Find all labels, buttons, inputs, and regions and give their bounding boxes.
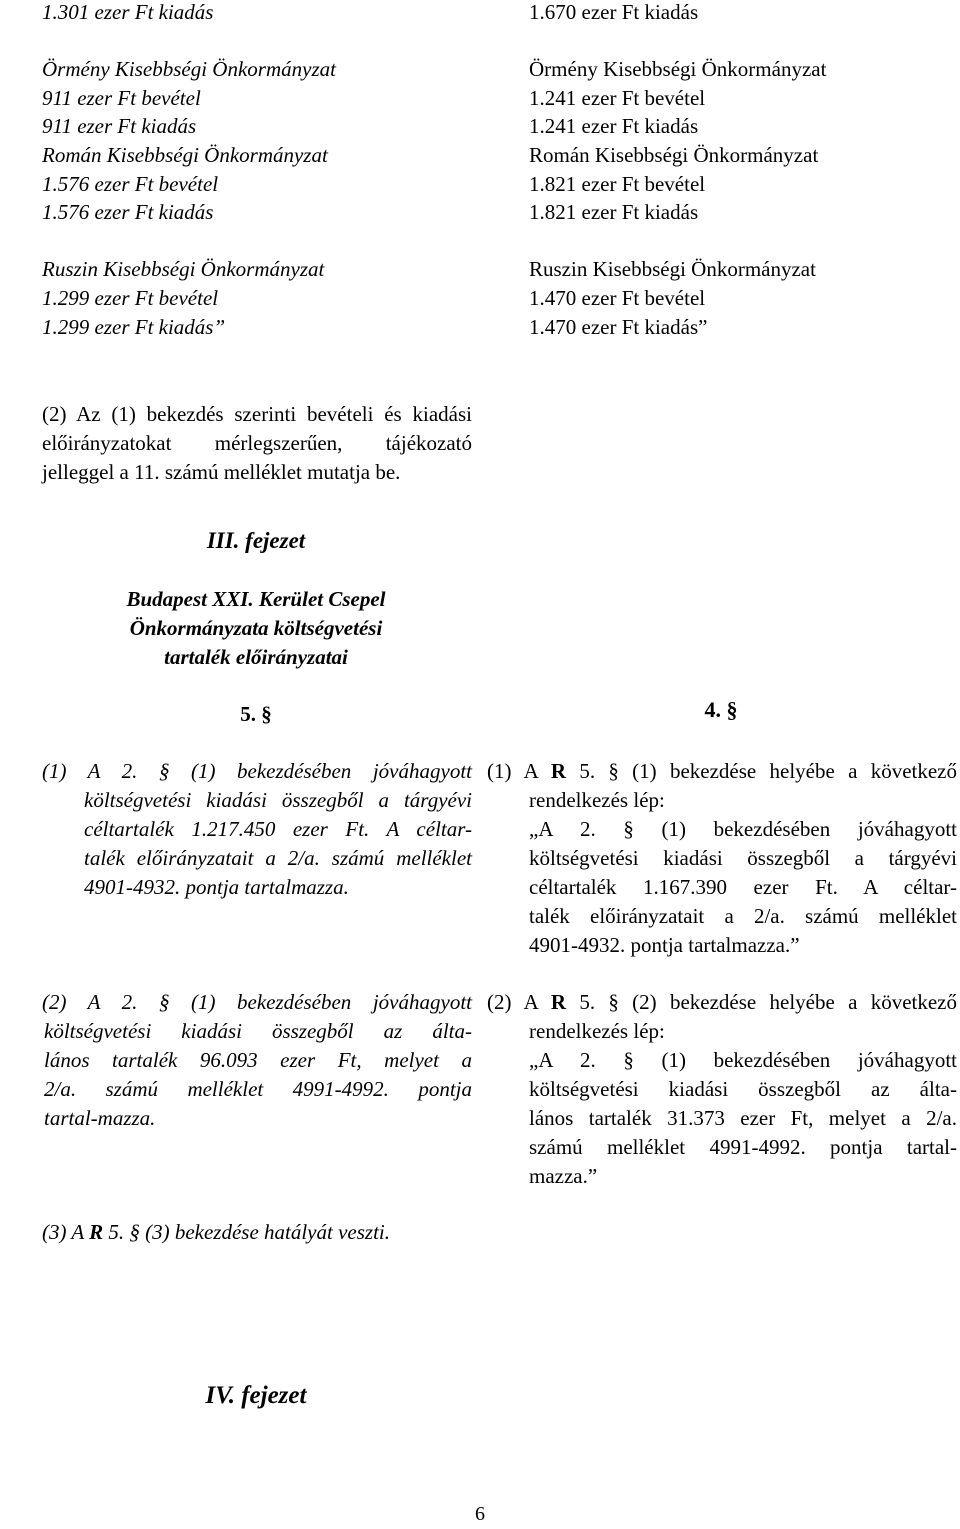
page-number: 6	[475, 1503, 485, 1525]
text-span: 5. § (3) bekezdése hatályát veszti.	[103, 1220, 390, 1244]
text-line: mazza.”	[529, 1164, 598, 1188]
text-line: „A 2. § (1) bekezdésében jóváhagyott	[529, 1048, 957, 1072]
text-line: 1.576 ezer Ft kiadás	[42, 200, 214, 225]
text-line: 911 ezer Ft bevétel	[42, 85, 201, 110]
left-paragraph-2	[42, 988, 472, 1133]
chapter-title	[40, 585, 472, 672]
text-line: jelleggel a 11. számú melléklet mutatja be.	[42, 460, 401, 484]
text-line: költségvetési kiadási összegből az álta-	[529, 1077, 957, 1101]
text-line: céltartalék 1.217.450 ezer Ft. A céltar-	[84, 817, 472, 841]
text-line: költségvetési kiadási összegből az álta-	[44, 1019, 472, 1043]
chapter-heading-iii: III. fejezet	[206, 528, 306, 553]
text-span: 5. § (2) bekezdése helyébe a következő	[566, 990, 957, 1014]
text-line: talék előirányzatait a 2/a. számú melléklet	[84, 846, 472, 870]
right-top-column	[529, 0, 826, 341]
text-line	[42, 227, 336, 256]
text-line: Ruszin Kisebbségi Önkormányzat	[529, 257, 816, 282]
text-line: költségvetési kiadási összegből a tárgyévi	[84, 788, 472, 812]
text-line: előirányzatokat mérlegszerűen, tájékozató	[42, 431, 472, 455]
text-line: tartal-mazza.	[44, 1106, 156, 1130]
text-line: 1.821 ezer Ft kiadás	[529, 200, 699, 225]
text-line: 1.299 ezer Ft bevétel	[42, 285, 219, 310]
text-line: „A 2. § (1) bekezdésében jóváhagyott	[529, 817, 957, 841]
right-paragraph-2	[487, 988, 957, 1191]
text-line: Örmény Kisebbségi Önkormányzat	[42, 57, 336, 82]
section-heading-left: 5. §	[240, 702, 272, 726]
text-line: rendelkezés lép:	[529, 1019, 665, 1043]
text-line: talék előirányzatait a 2/a. számú melléklet	[529, 904, 957, 928]
text-line: 1.470 ezer Ft bevétel	[529, 285, 706, 310]
text-span-bold: R	[89, 1220, 104, 1244]
text-line	[487, 988, 957, 1017]
left-top-column	[42, 0, 336, 341]
text-line: 4901-4932. pontja tartalmazza.	[84, 875, 349, 899]
chapter-heading-iv: IV. fejezet	[205, 1382, 307, 1409]
text-line: 911 ezer Ft kiadás	[42, 114, 197, 139]
left-paragraph-1	[42, 757, 472, 902]
text-span: (3) A	[42, 1220, 90, 1244]
text-line: Román Kisebbségi Önkormányzat	[529, 142, 819, 167]
text-line	[42, 27, 336, 56]
text-line: számú melléklet 4991-4992. pontja tartal-	[529, 1135, 957, 1159]
text-line: Örmény Kisebbségi Önkormányzat	[529, 57, 827, 82]
text-line: (2) A 2. § (1) bekezdésében jóváhagyott	[42, 990, 472, 1014]
text-line: (1) A 2. § (1) bekezdésében jóváhagyott	[42, 759, 472, 783]
text-line: rendelkezés lép:	[529, 788, 665, 812]
text-line: 2/a. számú melléklet 4991-4992. pontja	[44, 1077, 472, 1101]
text-line: 1.301 ezer Ft kiadás	[42, 0, 214, 24]
text-span-bold: R	[550, 990, 567, 1014]
text-line	[487, 757, 957, 786]
paragraph-2	[42, 400, 472, 487]
text-line: 1.241 ezer Ft kiadás	[529, 114, 699, 139]
text-line: 4901-4932. pontja tartalmazza.”	[529, 933, 800, 957]
text-line: 1.670 ezer Ft kiadás	[529, 0, 699, 24]
text-line: 1.576 ezer Ft bevétel	[42, 171, 219, 196]
text-line: lános tartalék 31.373 ezer Ft, melyet a 2/a.	[529, 1106, 957, 1130]
text-line	[529, 27, 826, 56]
text-line	[529, 227, 826, 256]
text-span: (2) A	[487, 990, 551, 1014]
right-paragraph-1	[487, 757, 957, 960]
title-line: Budapest XXI. Kerület Csepel	[126, 587, 386, 611]
text-line: 1.821 ezer Ft bevétel	[529, 171, 706, 196]
text-line: 1.470 ezer Ft kiadás”	[529, 314, 708, 339]
text-span: 5. § (1) bekezdése helyébe a következő	[566, 759, 957, 783]
text-line: 1.241 ezer Ft bevétel	[529, 85, 706, 110]
text-line: lános tartalék 96.093 ezer Ft, melyet a	[44, 1048, 472, 1072]
text-line: Ruszin Kisebbségi Önkormányzat	[42, 257, 325, 282]
section-heading-right: 4. §	[704, 697, 738, 722]
left-paragraph-3	[42, 1218, 390, 1247]
title-line: Önkormányzata költségvetési	[129, 616, 383, 640]
text-span: (1) A	[487, 759, 551, 783]
text-line: 1.299 ezer Ft kiadás”	[42, 314, 226, 339]
text-line: Román Kisebbségi Önkormányzat	[42, 142, 328, 167]
text-span-bold: R	[550, 759, 567, 783]
title-line: tartalék előirányzatai	[164, 645, 348, 669]
text-line: (2) Az (1) bekezdés szerinti bevételi és kiadási	[42, 402, 472, 426]
text-line: költségvetési kiadási összegből a tárgyévi	[529, 846, 957, 870]
text-line: céltartalék 1.167.390 ezer Ft. A céltar-	[529, 875, 957, 899]
